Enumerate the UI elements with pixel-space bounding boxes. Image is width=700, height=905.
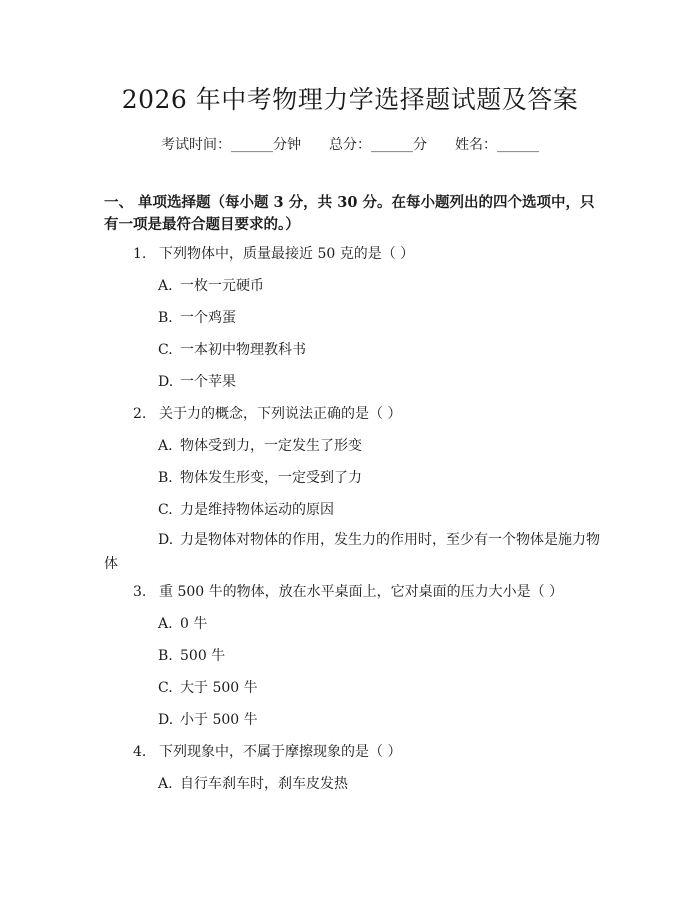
page-title: 2026 年中考物理力学选择题试题及答案 <box>121 85 579 114</box>
question-1 <box>133 244 414 264</box>
option-label: C. <box>158 342 173 358</box>
option-label: D. <box>158 712 174 728</box>
section-number: 一、 <box>104 194 133 211</box>
option-label: D. <box>158 374 174 390</box>
option-label: B. <box>158 310 173 326</box>
option-text: 一个鸡蛋 <box>180 310 236 326</box>
option-text: 一枚一元硬币 <box>180 278 264 294</box>
option-text: 500 牛 <box>180 648 226 664</box>
question-3-option-b <box>158 646 225 666</box>
option-text: 力是物体对物体的作用，发生力的作用时，至少有一个物体是施力物体 <box>104 532 600 572</box>
option-label: D. <box>158 532 174 548</box>
student-name-label: 姓名：______ <box>455 137 539 153</box>
question-3-option-d <box>158 710 258 730</box>
student-name-field <box>455 134 539 154</box>
question-1-option-c <box>158 340 306 360</box>
option-label: A. <box>158 278 173 294</box>
question-1-option-a <box>158 276 264 296</box>
question-text: 重 500 牛的物体，放在水平桌面上，它对桌面的压力大小是（ ） <box>159 584 564 600</box>
option-text: 大于 500 牛 <box>180 680 258 696</box>
section-heading <box>104 192 599 236</box>
option-text: 物体受到力，一定发生了形变 <box>180 438 362 454</box>
option-label: C. <box>158 680 173 696</box>
question-1-option-d <box>158 372 236 392</box>
question-number: 2. <box>133 406 147 422</box>
question-1-option-b <box>158 308 236 328</box>
option-label: C. <box>158 502 173 518</box>
option-text: 自行车刹车时，刹车皮发热 <box>180 776 348 792</box>
question-number: 3. <box>133 584 147 600</box>
question-4 <box>133 742 401 762</box>
total-score-field <box>329 134 427 154</box>
question-number: 4. <box>133 744 147 760</box>
question-3 <box>133 582 563 602</box>
total-score-label: 总分：______分 <box>329 137 427 153</box>
option-text: 小于 500 牛 <box>180 712 258 728</box>
option-text: 力是维持物体运动的原因 <box>180 502 334 518</box>
question-2-option-a <box>158 436 362 456</box>
exam-info-row <box>0 134 700 154</box>
option-label: A. <box>158 616 173 632</box>
option-text: 物体发生形变，一定受到了力 <box>180 470 362 486</box>
question-2-option-d <box>104 528 604 576</box>
question-3-option-c <box>158 678 258 698</box>
option-label: B. <box>158 648 173 664</box>
question-4-option-a <box>158 774 348 794</box>
exam-time-field <box>161 134 301 154</box>
option-label: A. <box>158 438 173 454</box>
question-2-option-c <box>158 500 334 520</box>
option-label: A. <box>158 776 173 792</box>
exam-time-label: 考试时间：______分钟 <box>161 137 301 153</box>
question-text: 下列现象中，不属于摩擦现象的是（ ） <box>159 744 402 760</box>
question-number: 1. <box>133 246 147 262</box>
option-label: B. <box>158 470 173 486</box>
option-text: 一本初中物理教科书 <box>180 342 306 358</box>
question-2-option-b <box>158 468 362 488</box>
question-3-option-a <box>158 614 207 634</box>
option-text: 一个苹果 <box>180 374 236 390</box>
question-text: 关于力的概念，下列说法正确的是（ ） <box>159 406 402 422</box>
question-text: 下列物体中，质量最接近 50 克的是（ ） <box>159 246 415 262</box>
option-text: 0 牛 <box>180 616 208 632</box>
section-instructions: 单项选择题（每小题 3 分，共 30 分。在每小题列出的四个选项中，只有一项是最符合题目要求的。） <box>104 194 595 233</box>
question-2 <box>133 404 401 424</box>
